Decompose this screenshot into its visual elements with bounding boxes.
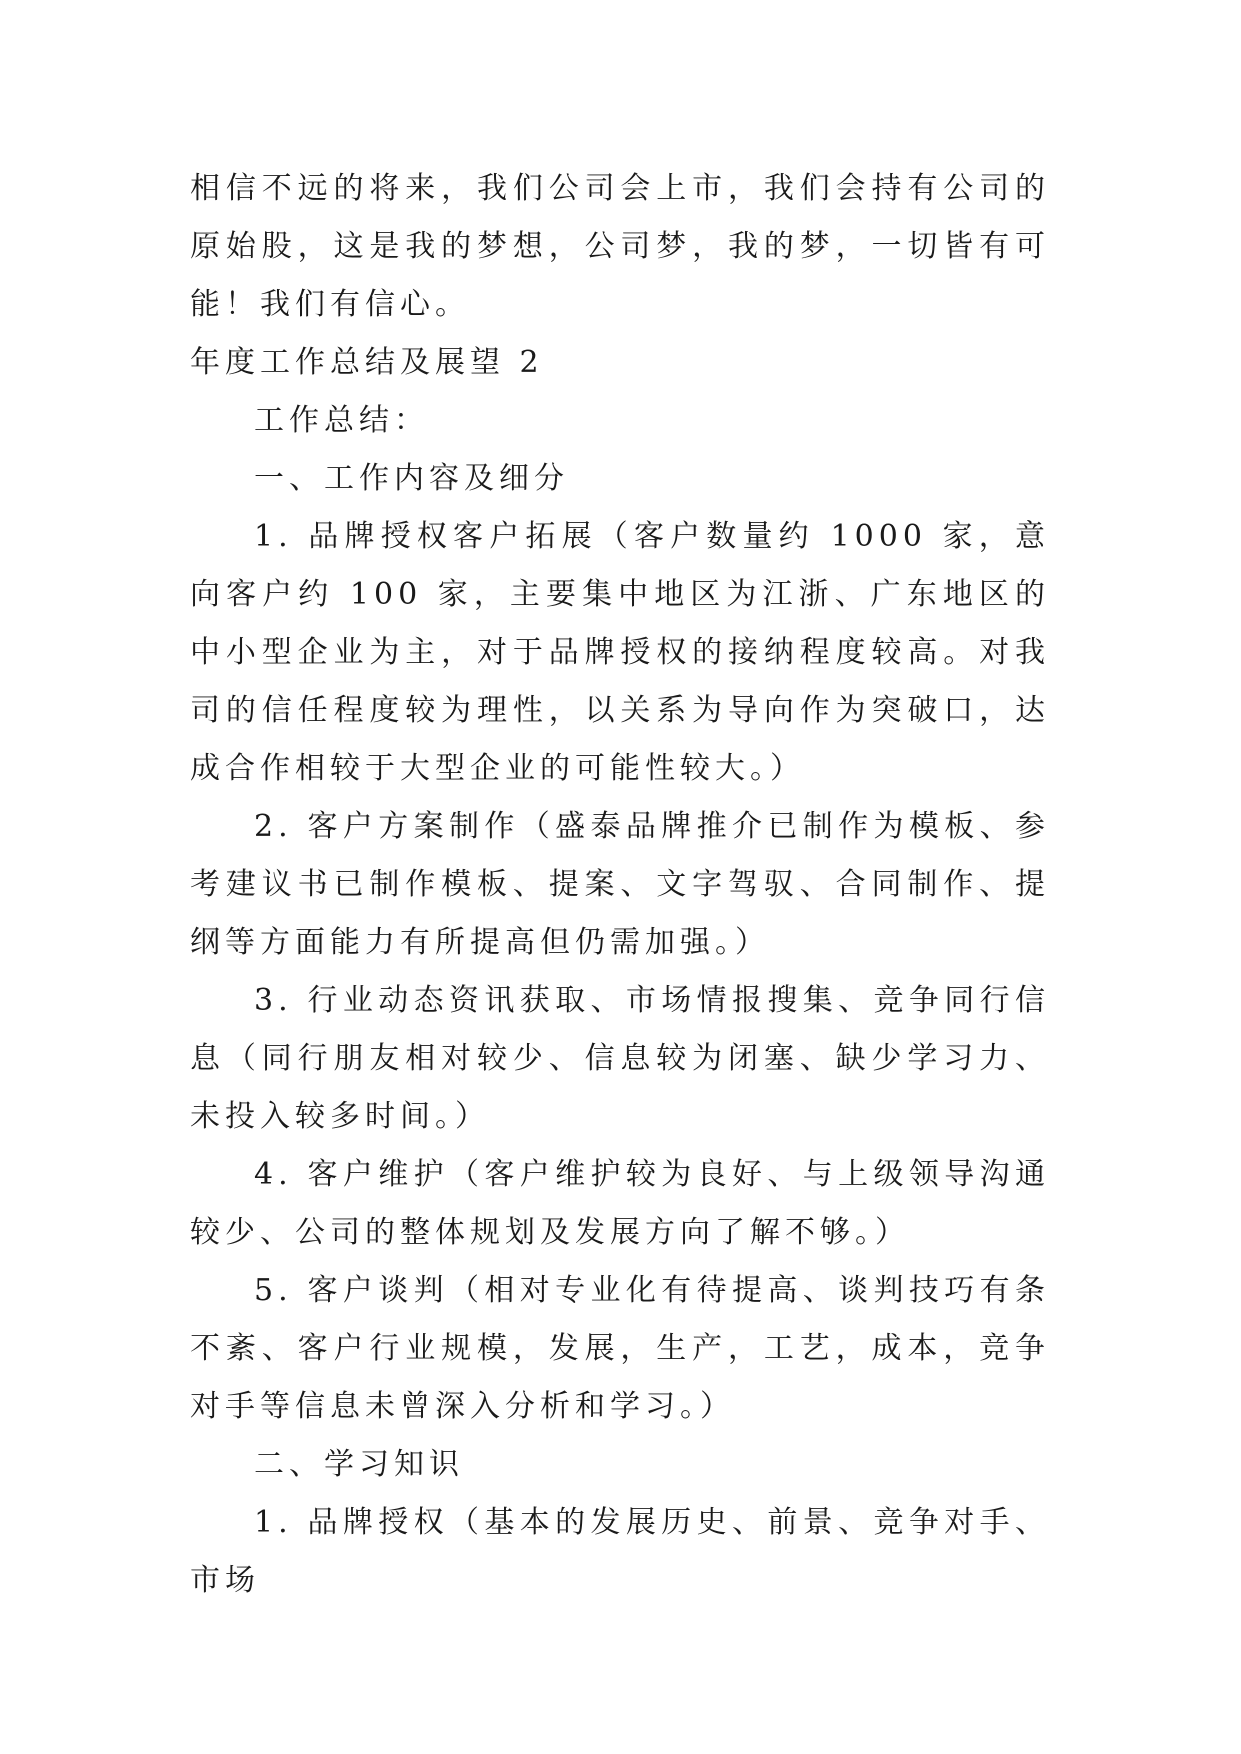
list-item-brand-licensing-knowledge: 1. 品牌授权（基本的发展历史、前景、竞争对手、市场 <box>190 1505 1050 1598</box>
paragraph-intro-closing: 相信不远的将来，我们公司会上市，我们会持有公司的原始股，这是我的梦想，公司梦，我的梦，一切皆有可能！我们有信心。 <box>190 171 1050 322</box>
document-body <box>190 160 1050 1610</box>
heading-learning-knowledge: 二、学习知识 <box>254 1447 464 1482</box>
list-item-client-proposal: 2. 客户方案制作（盛泰品牌推介已制作为模板、参考建议书已制作模板、提案、文字驾驭、合同制作、提纲等方面能力有所提高但仍需加强。） <box>190 809 1050 960</box>
list-item-brand-licensing: 1. 品牌授权客户拓展（客户数量约 1000 家，意向客户约 100 家，主要集中地区为江浙、广东地区的中小型企业为主，对于品牌授权的接纳程度较高。对我司的信任程度较为理性，以关系为导向作为突破口，达成合作相较于大型企业的可能性较大。） <box>190 519 1050 786</box>
list-item-client-maintenance: 4. 客户维护（客户维护较为良好、与上级领导沟通较少、公司的整体规划及发展方向了解不够。） <box>190 1157 1050 1250</box>
list-item-client-negotiation: 5. 客户谈判（相对专业化有待提高、谈判技巧有条不紊、客户行业规模，发展，生产，工艺，成本，竞争对手等信息未曾深入分析和学习。） <box>190 1273 1050 1424</box>
list-item-industry-info: 3. 行业动态资讯获取、市场情报搜集、竞争同行信息（同行朋友相对较少、信息较为闭塞、缺少学习力、未投入较多时间。） <box>190 983 1050 1134</box>
heading-work-content: 一、工作内容及细分 <box>254 461 569 496</box>
section-title: 年度工作总结及展望 2 <box>190 345 544 380</box>
heading-work-summary: 工作总结： <box>254 403 429 438</box>
